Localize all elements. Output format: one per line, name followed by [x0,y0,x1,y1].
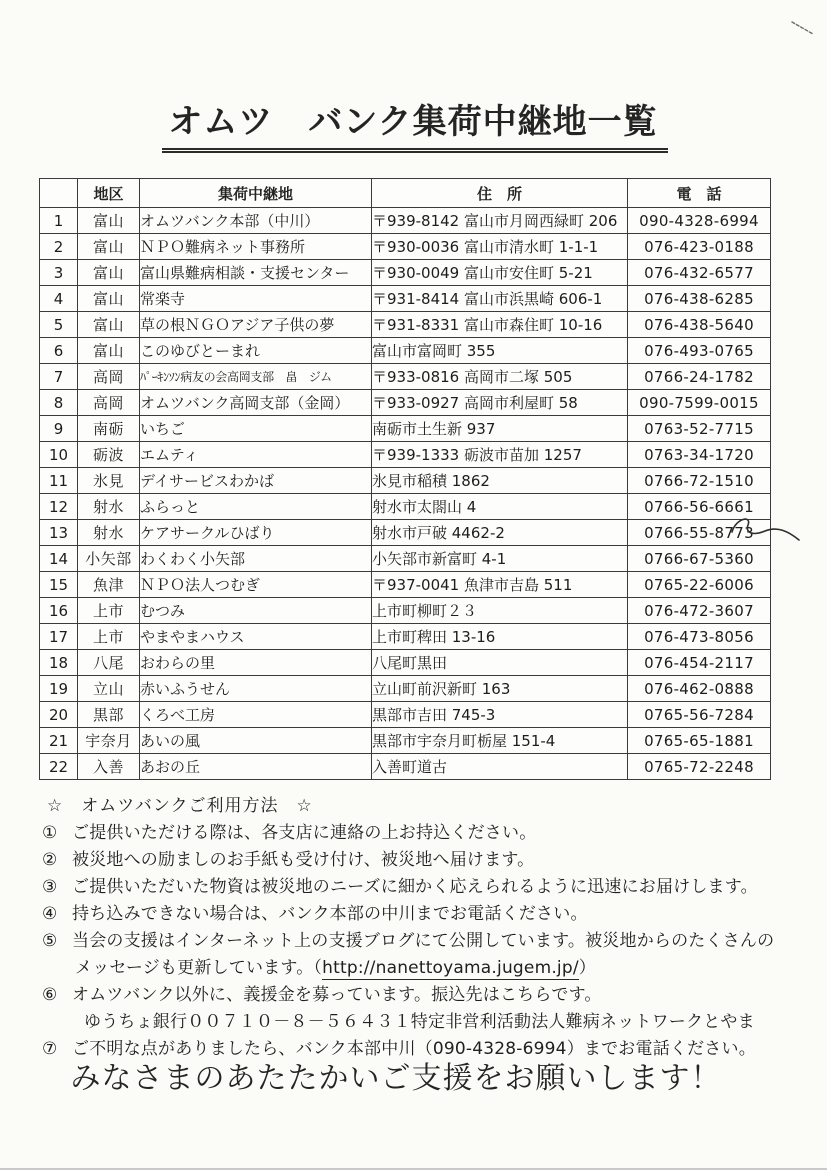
row-number: 10 [40,442,78,468]
table-row [40,598,771,624]
usage-instructions [42,793,810,1063]
table-row [40,442,771,468]
row-number: 16 [40,598,78,624]
row-number: 21 [40,728,78,754]
table-row [40,754,771,780]
address-cell: 南砺市土生新 937 [372,416,628,442]
table-row [40,468,771,494]
header-address: 住 所 [372,179,628,208]
relay-point-cell: 富山県難病相談・支援センター [140,260,372,286]
relay-point-cell: いちご [140,416,372,442]
district-cell: 上市 [78,624,140,650]
phone-cell: 0763-52-7715 [628,416,771,442]
district-cell: 高岡 [78,364,140,390]
table-row [40,208,771,234]
row-number: 11 [40,468,78,494]
district-cell: 入善 [78,754,140,780]
phone-cell: 076-473-8056 [628,624,771,650]
table-row [40,572,771,598]
row-number: 1 [40,208,78,234]
row-number: 3 [40,260,78,286]
table-row [40,728,771,754]
row-number: 4 [40,286,78,312]
row-number: 18 [40,650,78,676]
district-cell: 立山 [78,676,140,702]
district-cell: 高岡 [78,390,140,416]
phone-cell: 0765-65-1881 [628,728,771,754]
table-row [40,312,771,338]
usage-item-5-line2-prefix: メッセージも更新しています。（ [75,958,323,978]
header-number [40,179,78,208]
address-cell: 上市町稗田 13-16 [372,624,628,650]
phone-cell: 0766-72-1510 [628,468,771,494]
page-title: オムツ バンク集荷中継地一覧 [162,94,667,153]
address-cell: 〒930-0036 富山市清水町 1-1-1 [372,234,628,260]
district-cell: 上市 [78,598,140,624]
usage-item-3-text: ご提供いただいた物資は被災地のニーズに細かく応えられるように迅速にお届けします。 [72,877,758,897]
usage-item-6-line1: オムツバンク以外に、義援金を募っています。振込先はこちらです。 [72,985,602,1005]
address-cell: 黒部市吉田 745-3 [372,702,628,728]
district-cell: 富山 [78,234,140,260]
usage-item-1-text: ご提供いただける際は、各支店に連絡の上お持込ください。 [72,823,537,843]
address-cell: 八尾町黒田 [372,650,628,676]
row-number: 8 [40,390,78,416]
usage-item-6 [42,982,810,1009]
handwritten-scribble-mark [724,514,804,546]
phone-cell: 076-438-6285 [628,286,771,312]
district-cell: 富山 [78,208,140,234]
address-cell: 〒937-0041 魚津市吉島 511 [372,572,628,598]
district-cell: 富山 [78,312,140,338]
usage-item-5 [42,928,810,955]
phone-cell: 076-423-0188 [628,234,771,260]
table-row [40,260,771,286]
header-phone: 電 話 [628,179,771,208]
address-cell: 〒939-1333 砺波市苗加 1257 [372,442,628,468]
address-cell: 射水市戸破 4462-2 [372,520,628,546]
relay-points-table [39,178,771,780]
table-row [40,390,771,416]
district-cell: 射水 [78,520,140,546]
phone-cell: 076-493-0765 [628,338,771,364]
row-number: 5 [40,312,78,338]
phone-cell: 0766-56-6661 [628,494,771,520]
relay-point-cell: くろべ工房 [140,702,372,728]
row-number: 20 [40,702,78,728]
address-cell: 〒933-0927 高岡市利屋町 58 [372,390,628,416]
relay-point-cell: やまやまハウス [140,624,372,650]
relay-point-cell: ＮＰＯ難病ネット事務所 [140,234,372,260]
phone-cell: 076-438-5640 [628,312,771,338]
row-number: 17 [40,624,78,650]
relay-point-cell: このゆびとーまれ [140,338,372,364]
address-cell: 〒933-0816 高岡市二塚 505 [372,364,628,390]
address-cell: 入善町道古 [372,754,628,780]
usage-item-5-line1: 当会の支援はインターネット上の支援ブログにて公開しています。被災地からのたくさんの [72,931,775,951]
row-number: 13 [40,520,78,546]
relay-point-cell: デイサービスわかば [140,468,372,494]
table-row [40,338,771,364]
district-cell: 射水 [78,494,140,520]
table-row [40,286,771,312]
relay-point-cell: 赤いふうせん [140,676,372,702]
usage-heading: ☆ オムツバンクご利用方法 ☆ [47,796,313,816]
phone-cell: 0766-24-1782 [628,364,771,390]
circled-number-3: ③ [42,877,58,897]
district-cell: 八尾 [78,650,140,676]
table-header-row [40,179,771,208]
table-row [40,520,771,546]
circled-number-5: ⑤ [42,931,58,951]
phone-cell: 0765-72-2248 [628,754,771,780]
relay-point-cell: オムツバンク高岡支部（金岡） [140,390,372,416]
district-cell: 富山 [78,338,140,364]
row-number: 2 [40,234,78,260]
phone-cell: 090-7599-0015 [628,390,771,416]
closing-message: みなさまのあたたかいご支援をお願いします！ [70,1061,722,1096]
table-row [40,234,771,260]
usage-item-1 [42,820,810,847]
phone-cell: 0766-67-5360 [628,546,771,572]
district-cell: 黒部 [78,702,140,728]
phone-cell: 076-432-6577 [628,260,771,286]
row-number: 22 [40,754,78,780]
district-cell: 南砺 [78,416,140,442]
district-cell: 氷見 [78,468,140,494]
row-number: 12 [40,494,78,520]
support-blog-url: http://nanettoyama.jugem.jp/ [322,958,579,978]
phone-cell: 076-462-0888 [628,676,771,702]
row-number: 19 [40,676,78,702]
address-cell: 〒931-8331 富山市森住町 10-16 [372,312,628,338]
row-number: 9 [40,416,78,442]
table-row [40,702,771,728]
district-cell: 富山 [78,286,140,312]
phone-cell: 0763-34-1720 [628,442,771,468]
circled-number-7: ⑦ [42,1039,58,1059]
header-relay-point: 集荷中継地 [140,179,372,208]
phone-cell: 076-454-2117 [628,650,771,676]
address-cell: 〒930-0049 富山市安住町 5-21 [372,260,628,286]
address-cell: 〒939-8142 富山市月岡西緑町 206 [372,208,628,234]
table-row [40,650,771,676]
phone-cell: 0766-55-8773 [628,520,771,546]
circled-number-2: ② [42,850,58,870]
usage-item-4 [42,901,810,928]
scan-scratch-mark [789,19,817,39]
district-cell: 富山 [78,260,140,286]
relay-point-cell: あおの丘 [140,754,372,780]
phone-cell: 0765-56-7284 [628,702,771,728]
closing-message-area [0,1053,792,1097]
district-cell: 小矢部 [78,546,140,572]
usage-item-4-text: 持ち込みできない場合は、バンク本部の中川までお電話ください。 [72,904,588,924]
relay-point-cell: ふらっと [140,494,372,520]
table-row [40,494,771,520]
table-row [40,624,771,650]
usage-item-5-line2-suffix: ） [578,958,596,978]
usage-item-2-text: 被災地への励ましのお手紙も受け付け、被災地へ届けます。 [72,850,535,870]
usage-item-2 [42,847,810,874]
address-cell: 立山町前沢新町 163 [372,676,628,702]
relay-point-cell: おわらの里 [140,650,372,676]
table-row [40,364,771,390]
circled-number-1: ① [42,823,58,843]
usage-item-3 [42,874,810,901]
relay-point-cell: わくわく小矢部 [140,546,372,572]
address-cell: 氷見市稲積 1862 [372,468,628,494]
table-row [40,416,771,442]
title-area [0,94,827,153]
row-number: 14 [40,546,78,572]
address-cell: 黒部市宇奈月町栃屋 151-4 [372,728,628,754]
header-district: 地区 [78,179,140,208]
relay-point-cell: 常楽寺 [140,286,372,312]
relay-point-cell: ケアサークルひばり [140,520,372,546]
address-cell: 小矢部市新富町 4-1 [372,546,628,572]
address-cell: 上市町柳町２３ [372,598,628,624]
usage-item-5-line2 [42,955,810,982]
address-cell: 射水市太閤山 4 [372,494,628,520]
bank-transfer-details: ゆうちょ銀行００７１０－８－５６４３１特定非営利活動法人難病ネットワークとやま [84,1012,755,1032]
relay-point-cell: 草の根ＮＧＯアジア子供の夢 [140,312,372,338]
relay-point-cell: むつみ [140,598,372,624]
relay-point-cell: エムティ [140,442,372,468]
table-row [40,676,771,702]
usage-item-7-text: ご不明な点がありましたら、バンク本部中川（090-4328-6994）までお電話ください。 [72,1039,756,1059]
relay-point-cell: オムツバンク本部（中川） [140,208,372,234]
row-number: 6 [40,338,78,364]
relay-point-cell: あいの風 [140,728,372,754]
table-row [40,546,771,572]
row-number: 7 [40,364,78,390]
district-cell: 宇奈月 [78,728,140,754]
circled-number-6: ⑥ [42,985,58,1005]
phone-cell: 076-472-3607 [628,598,771,624]
relay-table-area [39,178,771,780]
circled-number-4: ④ [42,904,58,924]
district-cell: 砺波 [78,442,140,468]
address-cell: 〒931-8414 富山市浜黒崎 606-1 [372,286,628,312]
row-number: 15 [40,572,78,598]
address-cell: 富山市富岡町 355 [372,338,628,364]
district-cell: 魚津 [78,572,140,598]
phone-cell: 090-4328-6994 [628,208,771,234]
phone-cell: 0765-22-6006 [628,572,771,598]
relay-point-cell: ＮＰＯ法人つむぎ [140,572,372,598]
relay-point-cell: ﾊﾟｰｷﾝｿﾝ病友の会高岡支部 畠 ジム [140,364,372,390]
